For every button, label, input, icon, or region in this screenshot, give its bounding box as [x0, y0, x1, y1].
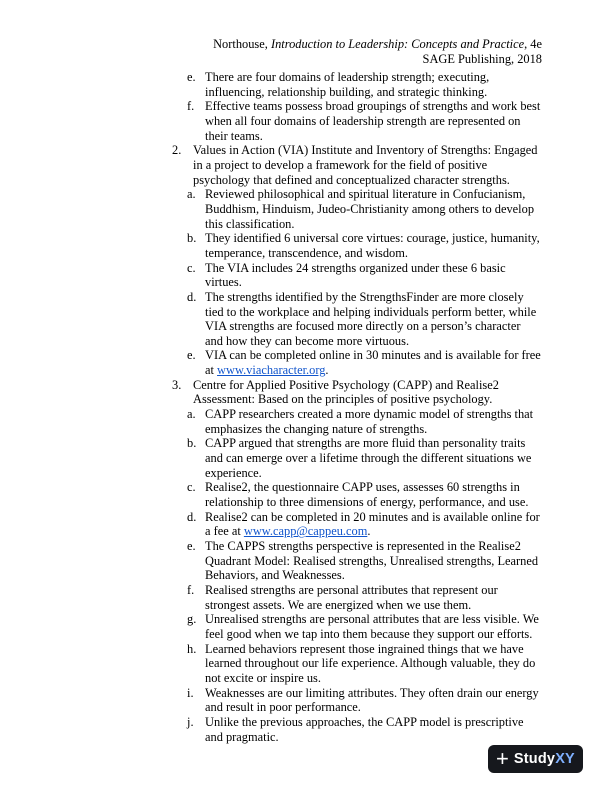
list-item	[0, 510, 541, 539]
via-website-link[interactable]: www.viacharacter.org	[217, 363, 326, 378]
item-text: Unrealised strengths are personal attributes that are less visible. We feel good when we tap into them because they support our efforts.	[205, 612, 539, 641]
item-text: Centre for Applied Positive Psychology (CAPP) and Realise2 Assessment: Based on the principles of positive psychology.	[193, 377, 499, 407]
item-marker: e.	[187, 70, 196, 84]
list-item	[0, 348, 541, 377]
item-text-end: .	[367, 524, 371, 539]
list-item	[0, 143, 541, 187]
list-item	[0, 642, 541, 686]
item-text: Realise2, the questionnaire CAPP uses, assesses 60 strengths in relationship to three dimensions of energy, performance, and use.	[205, 480, 529, 510]
list-item	[0, 99, 541, 143]
item-marker: e.	[187, 539, 196, 553]
list-item	[0, 686, 541, 715]
list-item	[0, 378, 541, 407]
item-text: CAPP argued that strengths are more fluid than personality traits and can emerge over a lifetime through the different situations we experience.	[205, 436, 532, 480]
item-marker: b.	[187, 436, 197, 451]
item-text: Learned behaviors represent those ingrained things that we have learned throughout our life experience. Although valuable, they do not excite or inspire us.	[205, 641, 536, 685]
item-text: Realise2 can be completed in 20 minutes and is available online for a fee at	[205, 509, 540, 539]
item-marker: i.	[187, 685, 194, 700]
item-marker: 3.	[172, 377, 182, 392]
citation-line	[213, 37, 542, 52]
item-marker: c.	[187, 260, 196, 275]
item-marker: f.	[187, 99, 195, 114]
list-item	[0, 612, 541, 641]
item-marker: g.	[187, 612, 197, 627]
item-marker: f.	[187, 582, 195, 597]
item-marker: 2.	[172, 143, 182, 158]
item-text: They identified 6 universal core virtues: courage, justice, humanity, temperance, transcendence, and wisdom.	[205, 231, 540, 260]
item-marker: a.	[187, 187, 196, 202]
item-text: Reviewed philosophical and spiritual literature in Confucianism, Buddhism, Hinduism, Judeo-Christianity among others to develop this classification.	[205, 187, 535, 231]
item-marker: c.	[187, 480, 196, 495]
item-text: CAPP researchers created a more dynamic model of strengths that emphasizes the changing nature of strengths.	[205, 407, 534, 436]
item-text: Values in Action (VIA) Institute and Inventory of Strengths: Engaged in a project to develop a framework for the field of positive psychology that defined and conceptualized character strengths.	[193, 143, 538, 187]
item-marker: b.	[187, 231, 197, 246]
item-text: Realised strengths are personal attributes that represent our strongest assets. We are energized when we use them.	[205, 582, 498, 612]
item-marker: j.	[187, 714, 194, 729]
item-text: Effective teams possess broad groupings of strengths and work best when all four domains of leadership strength are represented on their teams.	[205, 99, 541, 143]
item-text: VIA can be completed online in 30 minutes and is available for free at	[205, 348, 541, 378]
item-text: The CAPPS strengths perspective is represented in the Realise2 Quadrant Model: Realised strengths, Unrealised strengths, Learned Behaviors, and Weaknesses.	[205, 539, 539, 583]
item-text: Unlike the previous approaches, the CAPP model is prescriptive and pragmatic.	[205, 714, 524, 744]
list-item	[0, 290, 541, 349]
item-text: There are four domains of leadership strength; executing, influencing, relationship building, and strategic thinking.	[205, 70, 490, 99]
list-item	[0, 187, 541, 231]
item-marker: a.	[187, 407, 196, 422]
outline-list	[0, 70, 612, 744]
brand-name	[514, 751, 575, 767]
list-item	[0, 436, 541, 480]
list-item	[0, 539, 541, 583]
plus-icon: +	[496, 746, 509, 771]
list-item	[0, 70, 541, 99]
brand-main: Study	[513, 751, 556, 767]
list-item	[0, 261, 541, 290]
list-item	[0, 231, 541, 260]
list-item	[0, 715, 541, 744]
publisher-line: SAGE Publishing, 2018	[422, 51, 542, 66]
page-header	[213, 37, 542, 66]
brand-accent: XY	[555, 751, 575, 767]
capp-email-link[interactable]: www.capp@cappeu.com	[243, 524, 368, 539]
list-item	[0, 583, 541, 612]
item-marker: e.	[187, 348, 196, 363]
item-text: Weaknesses are our limiting attributes. They often drain our energy and result in poor performance.	[205, 685, 539, 715]
author: Northouse,	[213, 37, 271, 51]
item-marker: d.	[187, 289, 197, 304]
studyxy-badge[interactable]	[488, 745, 583, 773]
item-marker: d.	[187, 509, 197, 524]
item-marker: h.	[187, 641, 197, 656]
edition: , 4e	[524, 37, 542, 51]
list-item	[0, 480, 541, 509]
item-text-end: .	[325, 363, 329, 378]
list-item	[0, 407, 541, 436]
item-text: The strengths identified by the StrengthsFinder are more closely tied to the workplace and helping individuals perform better, while VIA strengths are focused more directly on a person’s character and how they can become more virtuous.	[205, 289, 537, 348]
item-text: The VIA includes 24 strengths organized under these 6 basic virtues.	[205, 260, 506, 290]
book-title: Introduction to Leadership: Concepts and Practice	[270, 37, 525, 51]
